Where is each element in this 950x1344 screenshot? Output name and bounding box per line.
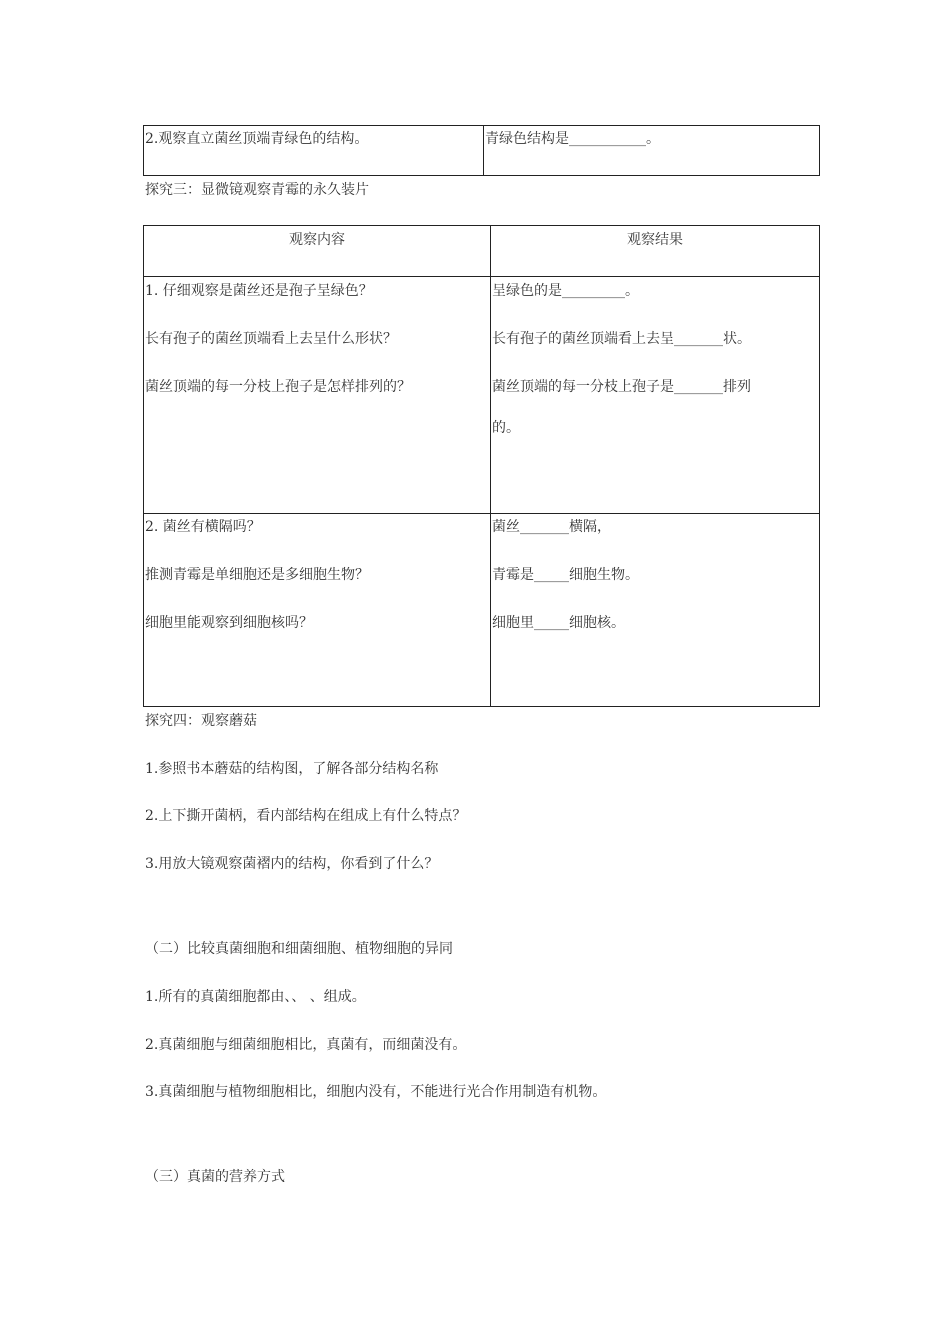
- question-line: 菌丝顶端的每一分枝上孢子是怎样排列的？: [145, 379, 411, 395]
- table-cell: [491, 277, 820, 514]
- answer-line: 长有孢子的菌丝顶端看上去呈_______状。: [492, 331, 751, 347]
- table-cell: [491, 514, 820, 707]
- section-heading: （二）比较真菌细胞和细菌细胞、植物细胞的异同: [145, 941, 453, 957]
- penicillium-observation-table: [143, 225, 820, 707]
- list-item: 1.参照书本蘑菇的结构图，了解各部分结构名称: [145, 761, 439, 777]
- list-item: 3.用放大镜观察菌褶内的结构，你看到了什么？: [145, 856, 439, 872]
- section-heading: 探究四：观察蘑菇: [145, 713, 257, 729]
- answer-line: 青霉是_____细胞生物。: [492, 567, 639, 583]
- answer-line: 的。: [492, 420, 520, 436]
- question-line: 2. 菌丝有横隔吗？: [145, 519, 261, 535]
- table-row: [144, 277, 820, 514]
- list-item: 3.真菌细胞与植物细胞相比，细胞内没有，不能进行光合作用制造有机物。: [145, 1084, 607, 1100]
- question-line: 推测青霉是单细胞还是多细胞生物？: [145, 567, 369, 583]
- answer-line: 菌丝顶端的每一分枝上孢子是_______排列: [492, 379, 751, 395]
- table-cell: [144, 277, 491, 514]
- table-cell: [484, 126, 820, 176]
- observation-result: 青绿色结构是___________。: [485, 131, 660, 147]
- list-item: 2.真菌细胞与细菌细胞相比，真菌有，而细菌没有。: [145, 1037, 467, 1053]
- list-item: 1.所有的真菌细胞都由、、 、组成。: [145, 989, 366, 1005]
- section-heading: 探究三：显微镜观察青霉的永久装片: [145, 182, 369, 198]
- table-cell: [144, 126, 484, 176]
- table-cell: [144, 514, 491, 707]
- list-item: 2.上下撕开菌柄，看内部结构在组成上有什么特点？: [145, 808, 467, 824]
- table-row: [144, 514, 820, 707]
- answer-line: 呈绿色的是_________。: [492, 283, 639, 299]
- answer-line: 菌丝_______横隔，: [492, 519, 611, 535]
- answer-line: 细胞里_____细胞核。: [492, 615, 625, 631]
- column-header: 观察内容: [144, 226, 491, 277]
- column-header: 观察结果: [491, 226, 820, 277]
- question-line: 长有孢子的菌丝顶端看上去呈什么形状？: [145, 331, 397, 347]
- observation-table-continued: [143, 125, 820, 176]
- question-line: 细胞里能观察到细胞核吗？: [145, 615, 313, 631]
- section-heading: （三）真菌的营养方式: [145, 1169, 285, 1185]
- observation-item: 2.观察直立菌丝顶端青绿色的结构。: [145, 131, 369, 147]
- question-line: 1. 仔细观察是菌丝还是孢子呈绿色？: [145, 283, 373, 299]
